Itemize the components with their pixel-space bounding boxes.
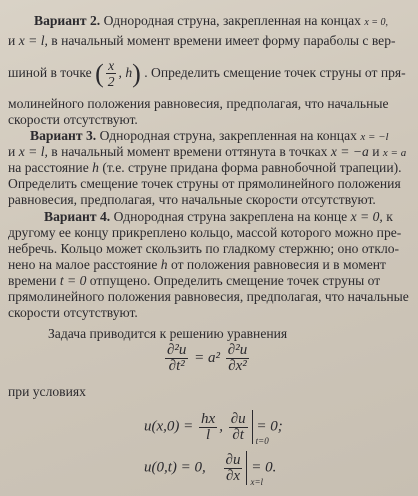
- conditions-label: [8, 384, 86, 400]
- variant-4-line-5: [8, 273, 380, 289]
- math: x = a: [382, 147, 407, 159]
- subscript: t=0: [255, 436, 269, 446]
- numerator: ∂²u: [167, 342, 187, 358]
- text: к: [386, 209, 393, 224]
- text: при условиях: [8, 384, 86, 399]
- variant-2-line-4: [8, 96, 389, 112]
- variant-3-title: Вариант 3.: [30, 128, 97, 143]
- condition-1: [144, 410, 283, 444]
- numerator: ∂²u: [227, 342, 248, 358]
- condition-2: [144, 451, 276, 485]
- text: (т.е. струне придана форма равнобочной трапеции).: [102, 160, 402, 175]
- text: Однородная струна закреплена на конце: [113, 209, 348, 224]
- text: небречь. Кольцо может скользить по гладкому стержню; оно откло-: [8, 241, 400, 256]
- task-intro: [48, 326, 287, 342]
- math: = 0;: [256, 418, 283, 435]
- variant-4-line-1: [44, 209, 393, 225]
- text: Определить смещение точек струны от прямолинейного положения: [8, 176, 401, 191]
- denominator: ∂t: [232, 426, 244, 443]
- text: отпущено. Определить смещение точек струны от: [89, 273, 381, 288]
- math: x = 0,: [364, 17, 388, 28]
- variant-4-line-4: [8, 257, 386, 273]
- variant-2-line-1: [34, 13, 388, 31]
- math: , h: [118, 65, 133, 80]
- text: и: [8, 144, 16, 159]
- paren: (: [95, 58, 104, 88]
- text: другому ее концу прикреплено кольцо, массой которого можно пре-: [8, 225, 402, 240]
- text: Однородная струна, закрепленная на концах: [99, 128, 357, 143]
- denominator: ∂x²: [228, 358, 247, 374]
- denominator: l: [206, 426, 211, 443]
- math: x = −l: [360, 131, 389, 143]
- variant-3-line-2: [8, 144, 406, 161]
- fraction: [199, 412, 217, 443]
- variant-4-line-6: [8, 289, 409, 305]
- variant-3-line-3: [8, 160, 402, 176]
- text: и: [372, 144, 380, 159]
- variant-2-line-5: [8, 112, 138, 128]
- variant-4-line-7: [8, 305, 138, 321]
- text: в начальный момент времени имеет форму параболы с вер-: [51, 33, 396, 48]
- variant-4-line-2: [8, 225, 401, 241]
- math: x = l,: [18, 33, 48, 48]
- numerator: ∂u: [230, 410, 246, 427]
- text: в начальный момент времени оттянута в точках: [51, 144, 328, 159]
- text: на расстояние: [8, 160, 89, 175]
- math: x = 0,: [350, 209, 383, 224]
- fraction: [224, 453, 243, 484]
- denominator: 2: [107, 74, 115, 90]
- variant-3-line-1: [30, 128, 389, 145]
- variant-3-line-5: [8, 192, 376, 208]
- variant-4-line-3: [8, 241, 399, 257]
- text: от положения равновесия и в момент: [170, 257, 386, 272]
- math: h: [160, 257, 168, 272]
- text: времени: [8, 273, 57, 288]
- wave-equation: [163, 343, 251, 374]
- fraction: [165, 343, 188, 374]
- math: ,: [219, 418, 223, 435]
- math: u(x,0) =: [144, 418, 194, 435]
- text: . Определить смещение точек струны от пря-: [144, 65, 406, 80]
- text: равновесия, предполагая, что начальные скорости отсутствуют.: [8, 192, 376, 207]
- math: = 0.: [251, 459, 277, 476]
- text: и: [8, 33, 16, 48]
- fraction: [229, 412, 248, 443]
- text: нено на малое расстояние: [8, 257, 158, 272]
- text: скорости отсутствуют.: [8, 305, 138, 320]
- variant-2-title: Вариант 2.: [34, 13, 101, 28]
- variant-3-line-4: [8, 176, 401, 192]
- variant-4-title: Вариант 4.: [44, 209, 111, 224]
- text: Однородная струна, закрепленная на концах: [103, 13, 361, 28]
- math: x = −a: [330, 144, 369, 159]
- fraction: [106, 58, 117, 89]
- fraction: [226, 343, 249, 374]
- text: шиной в точке: [8, 65, 92, 80]
- numerator: ∂u: [225, 451, 241, 468]
- math: x = l,: [18, 144, 48, 159]
- text: молинейного положения равновесия, предполагая, что начальные: [8, 96, 389, 111]
- numerator: x: [108, 58, 115, 74]
- variant-2-line-3: [8, 56, 406, 91]
- math: = a²: [194, 349, 221, 366]
- math: h: [92, 160, 99, 175]
- denominator: ∂t²: [168, 358, 185, 374]
- evaluation-bar: [246, 451, 264, 487]
- math: u(0,t) = 0,: [144, 459, 206, 476]
- math: t = 0: [59, 273, 87, 288]
- text: прямолинейного положения равновесия, предполагая, что начальные: [8, 289, 409, 304]
- subscript: x=l: [250, 477, 264, 487]
- text: Задача приводится к решению уравнения: [48, 326, 288, 341]
- evaluation-bar: [252, 410, 269, 446]
- paren: ): [132, 58, 141, 88]
- variant-2-line-2: [8, 33, 396, 49]
- numerator: hx: [201, 410, 216, 427]
- text: скорости отсутствуют.: [8, 112, 138, 127]
- denominator: ∂x: [225, 467, 241, 484]
